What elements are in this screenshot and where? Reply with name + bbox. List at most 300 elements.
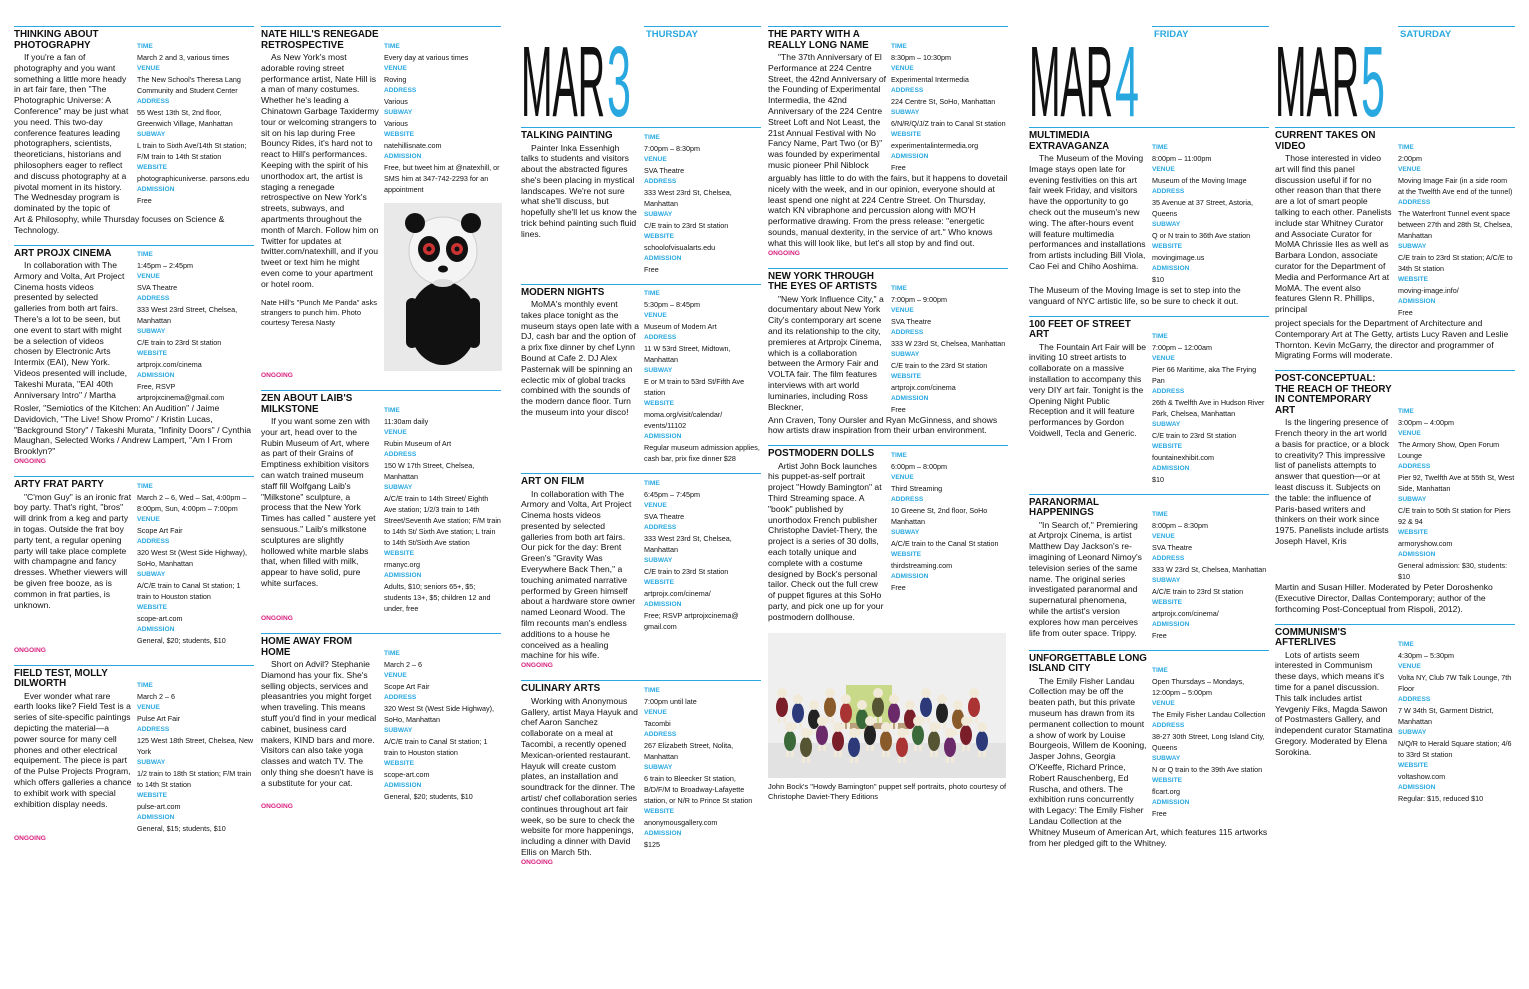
info-label-website: WEBSITE: [1152, 243, 1183, 250]
info-label-admission: ADMISSION: [891, 153, 929, 160]
info-label-time: TIME: [644, 686, 660, 694]
event-listing: [1275, 370, 1515, 614]
info-label-address: ADDRESS: [644, 730, 677, 738]
event-main: [261, 407, 501, 614]
event-description-continued: Martin and Susan Hiller. Moderated by Peter Doroshenko (Executive Director, Dallas Contemporary; author of the forthcoming Post-Conceptual from Rispoli, 2012).: [1275, 582, 1493, 614]
info-label-subway: SUBWAY: [891, 350, 920, 358]
info-label-subway: SUBWAY: [644, 367, 673, 374]
event-listing: [521, 473, 761, 671]
photo-caption: John Bock's "Howdy Bamington" puppet self portraits, photo courtesy of Christophe Daviet-Thery Editions: [768, 781, 1007, 801]
event-description: Ever wonder what rare earth looks like? Field Test is a series of site-specific paintings depicting the material—a power source for many cell phones and other electrical equipement. The piece is part of the Pulse Projects Program, which offers galleries a chance to exhibit work with special exhibition display needs.: [14, 690, 132, 809]
info-value-time: 3:00pm – 4:00pm: [1398, 418, 1454, 428]
event-main: [768, 43, 1008, 173]
ongoing-tag: ONGOING: [14, 646, 46, 654]
ongoing-tag: ONGOING: [521, 662, 553, 670]
date-header-numerals: [1275, 26, 1385, 121]
event-description: Painter Inka Essenhigh talks to students and visitors about the abstracted figures she's been placing in mystical landscapes. We're not sure what she'll discuss, but hopefully she'll let us know the trick behind painting such fluid lines.: [521, 142, 637, 239]
info-value-venue: Pier 66 Maritime, aka The Frying Pan: [1152, 364, 1257, 385]
event-info: [1152, 331, 1269, 485]
info-label-admission: ADMISSION: [891, 572, 929, 580]
info-label-time: TIME: [1398, 144, 1414, 151]
info-label-venue: VENUE: [137, 703, 160, 711]
info-label-website: WEBSITE: [1398, 276, 1429, 283]
photo-caption: Nate Hill's "Punch Me Panda" asks strangers to punch him. Photo courtesy Teresa Nasty: [261, 297, 377, 327]
ongoing-tag: ONGOING: [14, 458, 46, 466]
info-value-venue: SVA Theatre: [137, 283, 178, 293]
event-listing: [521, 680, 761, 867]
info-label-subway: SUBWAY: [644, 210, 673, 218]
info-value-address: 320 West St (West Side Highway), SoHo, Manhattan: [137, 547, 247, 568]
event-listing: [1275, 624, 1515, 804]
info-label-website: WEBSITE: [384, 131, 415, 138]
info-value-address: The Waterfront Tunnel event space between 27th and 28th St, Chelsea, Manhattan: [1398, 209, 1513, 240]
info-value-website[interactable]: artprojx.com/cinema/: [644, 588, 711, 598]
event-description: MoMA's monthly event takes place tonight as the museum stays open late with a DJ, cash bar and the option of a prix fixe dinner by chef Lynn Bound at Cafe 2. DJ Alex Pasternak will be spinning an eclectic mix of global tracks combined with the sounds of the modern dance floor. Turn the museum into your disco!: [521, 299, 639, 417]
info-value-website[interactable]: fountainexhibit.com: [1152, 452, 1214, 462]
info-value-time: 7:00pm until late: [644, 696, 697, 706]
column-3: [521, 26, 761, 877]
event-listing: [261, 26, 501, 381]
info-value-address: 333 West 23rd St, Chelsea, Manhattan: [644, 187, 732, 208]
info-label-subway: SUBWAY: [644, 556, 673, 564]
date-number: 3: [607, 26, 631, 121]
info-value-website[interactable]: schoolofvisualarts.edu: [644, 242, 716, 252]
info-value-venue: SVA Theatre: [644, 511, 685, 521]
info-label-address: ADDRESS: [1152, 554, 1185, 562]
event-info: [1398, 142, 1515, 318]
event-info: [384, 405, 501, 614]
event-main: [1275, 144, 1515, 318]
info-value-address: 7 W 34th St, Garment District, Manhattan: [1398, 705, 1494, 726]
info-label-venue: VENUE: [384, 429, 407, 436]
info-label-website: WEBSITE: [1398, 761, 1429, 769]
info-label-time: TIME: [1398, 640, 1414, 648]
info-label-admission: ADMISSION: [137, 372, 175, 380]
info-value-venue: The Emily Fisher Landau Collection: [1152, 709, 1266, 719]
info-value-time: 7:00pm – 8:30pm: [644, 143, 700, 153]
column-1: [14, 26, 254, 853]
event-info: [1398, 639, 1515, 804]
info-value-subway: A/C/E train to Canal St station; 1 train to Houston station: [384, 737, 488, 757]
event-listing: [1029, 650, 1269, 849]
info-value-time: 2:00pm: [1398, 154, 1422, 163]
info-value-admission: Regular: $15, reduced $10: [1398, 793, 1484, 803]
info-label-subway: SUBWAY: [1398, 243, 1427, 250]
event-info: [137, 680, 254, 834]
info-label-time: TIME: [644, 479, 660, 487]
info-value-website[interactable]: armoryshow.com: [1398, 539, 1453, 549]
info-value-admission: $125: [644, 839, 660, 849]
info-label-venue: VENUE: [891, 306, 914, 314]
info-label-admission: ADMISSION: [137, 186, 175, 193]
event-title: MULTIMEDIA EXTRAVAGANZA: [1029, 130, 1110, 152]
date-header: [1029, 26, 1269, 127]
info-label-time: TIME: [137, 482, 153, 490]
info-value-website[interactable]: flcart.org: [1152, 786, 1180, 796]
event-title: 100 FEET OF STREET ART: [1029, 318, 1131, 341]
event-main: [1275, 640, 1515, 804]
info-value-venue: The New School's Theresa Lang Community and Student Center: [137, 75, 241, 95]
info-value-website[interactable]: artprojx.com/cinema: [891, 382, 956, 392]
info-label-venue: VENUE: [1152, 532, 1175, 540]
info-value-website[interactable]: pulse-art.com: [137, 801, 181, 811]
event-description: Artist John Bock launches his puppet-as-self portrait project "Howdy Bamington" at Third Streaming space. A "book" published by unorthodox French publisher Christophe Daviet-Thery, the project is a series of 30 dolls, each totally unique and complete with a costume designed by Bock's personal tailor. Check out the full crew of puppet figures at this SoHo party, and pick one up for your postmodern dollhouse.: [768, 460, 884, 622]
event-title: POSTMODERN DOLLS: [768, 448, 875, 460]
event-main: [1029, 144, 1269, 285]
event-left: [1029, 520, 1147, 641]
info-value-website[interactable]: artprojx.com/cinema: [137, 360, 202, 370]
event-description: As New York's most adorable roving street performance artist, Nate Hill is a man of many costumes. Whether he's leading a Chinatown Garbage Taxidermy tour or welcoming strangers to sit on his lap during Free Bouncy Rides, it's hard not to react to Hill's performances. Keeping with the spirit of his unorthodox art, the artist is staging a renegade retrospective on New York's streets, subways, and apartments throughout the month of March. Follow him on Twitter for updates at twitter.com/natexhill, and if you tweet or text him he might even come to your apartment or hotel room.: [261, 52, 379, 289]
event-listing: [14, 476, 254, 656]
info-value-website[interactable]: anonymousgallery.com: [644, 817, 718, 827]
event-left: [14, 52, 132, 214]
info-label-address: ADDRESS: [644, 334, 677, 341]
info-label-time: TIME: [1398, 408, 1414, 416]
info-label-venue: VENUE: [384, 65, 407, 72]
info-label-venue: VENUE: [1398, 662, 1421, 670]
info-value-venue: The Armory Show, Open Forum Lounge: [1398, 440, 1500, 461]
panda-costume-photo: [384, 203, 502, 371]
event-main: [14, 251, 254, 403]
info-value-venue: SVA Theatre: [1152, 542, 1193, 552]
info-label-address: ADDRESS: [384, 694, 417, 701]
info-value-admission: Free: [137, 196, 152, 205]
info-value-website[interactable]: moma.org/visit/calendar/ events/11102: [644, 410, 723, 430]
info-value-venue: Roving: [384, 75, 407, 84]
info-value-subway: A/C/E train to 14th Street/ Eighth Ave station; 1/2/3 train to 14th Street/Seventh Ave station; F/M train to 14th St/ Sixth Ave station; L train to 14th St/Sixth Ave station: [384, 494, 501, 547]
info-value-website[interactable]: natehillisnate.com: [384, 141, 442, 150]
ongoing-tag: ONGOING: [261, 803, 293, 810]
info-value-subway: C/E train to 23rd St station; A/C/E to 34th St station: [1398, 253, 1513, 273]
event-description: In collaboration with The Armory and Volta, Art Project Cinema hosts videos presented by selected galleries from both art fairs. There's a lot to be seen, but one event to start with might be a selection of videos chosen by Electronic Arts Intermix (EAI), New York. Videos presented will include, Takeshi Murata, "EAI 40th Anniversary Intro" / Martha: [14, 260, 128, 400]
event-description: If you want some zen with your art, head over to the Rubin Museum of Art, where as part of their Grains of Emptiness exhibition visitors can watch trained museum staff fill Wolfgang Laib's "Milkstone" sculpture, a process that the New York Times has called " austere yet sensuous." Laib's milkstone sculptures are slightly hollowed white marble slabs that, when filled with milk, appear to have solid, pure white surfaces.: [261, 416, 376, 588]
info-value-website[interactable]: experimentalintermedia.org: [891, 141, 979, 150]
column-5: [1029, 26, 1269, 857]
date-header-numerals: [1029, 26, 1139, 121]
event-info: [384, 648, 501, 802]
event-left: [768, 52, 886, 173]
info-label-admission: ADMISSION: [644, 829, 682, 837]
info-label-admission: ADMISSION: [384, 782, 422, 789]
info-value-subway: C/E train to 23rd St station: [137, 338, 222, 348]
info-value-admission: Adults, $10; seniors 65+, $5; students 13+, $5; children 12 and under, free: [384, 582, 491, 613]
date-header-rule: [1152, 26, 1269, 27]
event-title: TALKING PAINTING: [521, 130, 613, 141]
info-value-admission: Free: [891, 582, 906, 592]
info-value-website[interactable]: thirdstreaming.com: [891, 560, 953, 570]
event-left: [1029, 676, 1147, 827]
event-main: [14, 43, 254, 214]
info-value-time: 5:30pm – 8:45pm: [644, 300, 700, 309]
event-title: POST-CONCEPTUAL: THE REACH OF THEORY IN CONTEMPORARY ART: [1275, 373, 1392, 416]
info-value-website[interactable]: photographicuniverse. parsons.edu: [137, 174, 250, 183]
info-label-subway: SUBWAY: [137, 328, 166, 336]
info-value-website[interactable]: artprojx.com/cinema/: [1152, 608, 1219, 618]
event-description-continued: The Museum of the Moving Image is set to step into the vanguard of NYC artistic life, so be sure to check it out.: [1029, 285, 1241, 306]
event-left: [14, 691, 132, 834]
info-label-address: ADDRESS: [1398, 695, 1431, 703]
info-value-admission: Free: [891, 163, 906, 172]
event-title: ART ON FILM: [521, 476, 585, 487]
info-label-address: ADDRESS: [644, 523, 677, 531]
event-main: [261, 43, 501, 371]
info-label-admission: ADMISSION: [137, 625, 175, 633]
info-label-subway: SUBWAY: [1152, 221, 1181, 228]
info-label-venue: VENUE: [891, 65, 914, 72]
event-description: Working with Anonymous Gallery, artist Maya Hayuk and chef Aaron Sanchez collaborate on a meal at Tacombi, a recently opened Mexican-oriented restaurant. Hayuk will create custom plates, an installation and soundtrack for the dinner. The artist/ chef collaboration series continues throughout art fair week, so be sure to check the website for more happenings, including a dinner with David Ellis on March 5th.: [521, 695, 638, 857]
event-left: [261, 659, 379, 802]
info-label-time: TIME: [644, 290, 660, 297]
info-value-address: 26th & Twelfth Ave in Hudson River Park, Chelsea, Manhattan: [1152, 397, 1265, 418]
info-value-admission: General, $20; students, $10: [137, 635, 226, 645]
ongoing-tag: ONGOING: [14, 834, 46, 842]
event-info: [891, 450, 1008, 623]
info-value-address: 267 Elizabeth Street, Nolita, Manhattan: [644, 740, 734, 761]
event-description-continued: arguably has little to do with the fairs, but it happens to dovetail nicely with the week, and in our opinion, everyone should at least spend one night at 224 Centre Street. On Thursday, watch KN vibraphone and percussion along with MO'H performative drawing. From the press release: "energetic sounds, manual dexterity, in the service of art." Who knows what this will look like, but let's all stop by and find out.: [768, 173, 1008, 248]
date-month: MAR: [521, 26, 605, 121]
date-month: MAR: [1275, 26, 1359, 121]
info-value-admission: Free: [1152, 630, 1167, 640]
event-info: [891, 41, 1008, 173]
info-label-subway: SUBWAY: [1398, 728, 1427, 736]
info-value-website[interactable]: moving-image.info/: [1398, 286, 1459, 295]
event-main: [1029, 332, 1269, 485]
info-label-address: ADDRESS: [137, 295, 170, 303]
info-label-subway: SUBWAY: [1398, 496, 1427, 504]
event-description: "The 37th Anniversary of El Performance at 224 Centre Street, the 42nd Anniversary of the Founding of Experimental Intermedia, the 42nd Anniversary of the 224 Centre Street Loft and Not Least, the 21st Annual Festival with No Fancy Name, Part Two (or B)" was founded by experimental music pioneer Phil Niblock: [768, 52, 886, 170]
info-value-address: 35 Avenue at 37 Street, Astoria, Queens: [1152, 198, 1253, 218]
info-label-venue: VENUE: [1152, 166, 1175, 173]
info-value-time: 4:30pm – 5:30pm: [1398, 650, 1454, 660]
info-label-website: WEBSITE: [891, 131, 922, 138]
date-weekday: FRIDAY: [1154, 29, 1189, 40]
info-value-subway: Various: [384, 119, 408, 128]
info-value-subway: Q or N train to 36th Ave station: [1152, 231, 1251, 240]
info-label-subway: SUBWAY: [891, 528, 920, 536]
event-info: [137, 41, 254, 214]
info-value-time: 1:45pm – 2:45pm: [137, 261, 193, 271]
info-value-address: 38-27 30th Street, Long Island City, Queens: [1152, 731, 1265, 752]
info-label-venue: VENUE: [644, 155, 667, 163]
info-label-admission: ADMISSION: [644, 254, 682, 262]
event-description-continued: Ann Craven, Tony Oursler and Ryan McGinness, and shows how artists draw inspiration from their urban environment.: [768, 414, 998, 436]
event-title: NATE HILL'S RENEGADE RETROSPECTIVE: [261, 29, 379, 51]
info-value-subway: 6 train to Bleecker St station, B/D/F/M to Broadway-Lafayette station, or N/R to Prince St station: [644, 773, 753, 805]
event-description: The Museum of the Moving Image stays open late for evening festivities on this art fair week Friday, and visitors have the opportunity to go check out the museum's new wing. The after-hours event will feature multimedia performances and installations from artists including Bill Viola, Cao Fei and Chiho Aoshima.: [1029, 153, 1146, 271]
puppet-dolls-photo: [768, 633, 1006, 778]
info-value-admission: $10: [1152, 275, 1164, 284]
event-main: [768, 284, 1008, 415]
info-label-admission: ADMISSION: [1398, 551, 1436, 559]
info-label-address: ADDRESS: [137, 725, 170, 733]
date-header-rule: [1398, 26, 1515, 27]
info-value-website[interactable]: movingimage.us: [1152, 253, 1205, 262]
info-value-admission: General, $20; students, $10: [384, 792, 473, 801]
event-main: [1275, 408, 1515, 582]
info-value-admission: General, $15; students, $10: [137, 823, 226, 833]
info-value-website[interactable]: voltashow.com: [1398, 771, 1446, 781]
info-value-website[interactable]: rmanyc.org: [384, 560, 420, 569]
info-value-website[interactable]: scope-art.com: [137, 613, 183, 623]
column-6: [1275, 26, 1515, 813]
info-label-time: TIME: [891, 451, 907, 459]
event-listing: [1029, 127, 1269, 307]
info-value-website[interactable]: scope-art.com: [384, 770, 430, 779]
info-value-time: 11:30am daily: [384, 417, 429, 426]
info-label-website: WEBSITE: [137, 603, 168, 611]
info-value-subway: N or Q train to the 39th Ave station: [1152, 764, 1263, 774]
info-label-admission: ADMISSION: [1152, 620, 1190, 628]
info-label-admission: ADMISSION: [644, 600, 682, 608]
event-left: [521, 696, 639, 858]
info-value-subway: C/E train to 23rd St station: [644, 566, 729, 576]
event-description: "In Search of," Premiering at Artprojx Cinema, is artist Matthew Day Jackson's re-imagining of Leonard Nimoy's television series of the same name. The original series investigated paranormal and supernatural phenomena, while the artist's version explores how man perceives life from outer space. Trippy.: [1029, 519, 1142, 638]
info-label-website: WEBSITE: [384, 550, 415, 557]
event-listing: [768, 268, 1008, 437]
info-value-subway: A/C/E train to the Canal St station: [891, 538, 999, 548]
info-label-admission: ADMISSION: [1152, 464, 1190, 472]
column-4: [768, 26, 1008, 811]
info-value-venue: Moving Image Fair (in a side room at the Twelfth Ave end of the tunnel): [1398, 176, 1513, 196]
info-value-venue: Museum of the Moving Image: [1152, 176, 1247, 185]
date-header-rule: [644, 26, 761, 27]
event-listing: [14, 665, 254, 844]
info-value-address: Various: [384, 97, 408, 106]
info-label-website: WEBSITE: [891, 550, 922, 558]
info-label-subway: SUBWAY: [1152, 420, 1181, 428]
info-label-address: ADDRESS: [891, 495, 924, 503]
date-month: MAR: [1029, 26, 1113, 121]
info-value-subway: C/E train to the 23rd St station: [891, 360, 988, 370]
event-description-continued: Art & Philosophy, while Thursday focuses on Science & Technology.: [14, 213, 225, 235]
event-info: [1398, 406, 1515, 582]
event-left: [521, 143, 639, 275]
event-info: [644, 478, 761, 662]
info-value-venue: Tacombi: [644, 718, 671, 728]
info-label-website: WEBSITE: [1152, 442, 1183, 450]
info-label-venue: VENUE: [137, 515, 160, 523]
info-label-website: WEBSITE: [644, 807, 675, 815]
event-description-continued: Whitney Museum of American Art, which features 115 artworks from her pledged gift to the Whitney.: [1029, 826, 1268, 848]
event-listing: [1029, 494, 1269, 641]
event-description: "New York Influence City," a documentary about New York City's contemporary art scene and its relationship to the city, premieres at Artprojx Cinema, which is a collaboration between the Armory Fair and VOLTA fair. The film features interviews with art world luminaries, including Ross Bleckner,: [768, 293, 884, 412]
info-label-website: WEBSITE: [137, 350, 168, 358]
info-value-subway: A/C/E train to 23rd St station: [1152, 586, 1244, 596]
event-title: FIELD TEST, MOLLY DILWORTH: [14, 667, 108, 690]
event-left: [261, 52, 379, 371]
info-label-admission: ADMISSION: [1398, 298, 1436, 305]
info-label-time: TIME: [644, 133, 660, 141]
event-info: [891, 283, 1008, 415]
ongoing-tag: ONGOING: [768, 249, 800, 257]
event-title: CURRENT TAKES ON VIDEO: [1275, 130, 1376, 152]
event-listing: [768, 445, 1008, 801]
event-info: [137, 481, 254, 646]
event-left: [768, 294, 886, 415]
info-value-admission: Free, RSVP artprojxcinema@gmail.com: [137, 382, 225, 403]
info-value-time: March 2 – 6, Wed – Sat, 4:00pm – 8:00pm, Sun, 4:00pm – 7:00pm: [137, 492, 247, 513]
event-title: COMMUNISM'S AFTERLIVES: [1275, 626, 1347, 649]
info-value-address: 333 West 23rd St, Chelsea, Manhattan: [644, 533, 732, 554]
event-title: PARANORMAL HAPPENINGS: [1029, 496, 1099, 519]
event-info: [644, 288, 761, 464]
info-label-website: WEBSITE: [644, 232, 675, 240]
info-label-venue: VENUE: [384, 672, 407, 679]
info-value-subway: E or M train to 53rd St/Fifth Ave station: [644, 377, 745, 397]
event-left: [1275, 650, 1393, 804]
info-label-subway: SUBWAY: [1152, 576, 1181, 584]
info-value-time: 8:00pm – 8:30pm: [1152, 520, 1208, 530]
info-value-address: 125 West 18th Street, Chelsea, New York: [137, 735, 254, 756]
info-label-venue: VENUE: [644, 501, 667, 509]
info-value-time: 7:00pm – 12:00am: [1152, 342, 1212, 352]
info-label-admission: ADMISSION: [1398, 783, 1436, 791]
info-value-address: 11 W 53rd Street, Midtown, Manhattan: [644, 344, 731, 364]
event-info: [1152, 509, 1269, 641]
event-listing: [261, 390, 501, 624]
info-label-venue: VENUE: [137, 65, 160, 72]
event-info: [1152, 665, 1269, 827]
event-listing: [14, 26, 254, 236]
info-label-time: TIME: [137, 251, 153, 259]
info-value-admission: General admission: $30, students: $10: [1398, 561, 1508, 582]
event-listing: [768, 26, 1008, 259]
info-value-admission: Free: [1152, 808, 1167, 818]
event-listing: [14, 245, 254, 467]
info-value-time: March 2 – 6: [137, 691, 175, 701]
info-value-address: 333 W 23rd St, Chelsea, Manhattan: [1152, 564, 1267, 574]
info-value-admission: $10: [1152, 474, 1164, 484]
event-title: ART PROJX CINEMA: [14, 247, 112, 259]
info-label-venue: VENUE: [1398, 166, 1421, 173]
info-value-admission: Free, but tweet him at @natexhill, or SMS him at 347-742-2293 for an appointment: [384, 163, 500, 194]
info-label-subway: SUBWAY: [137, 570, 166, 578]
info-label-time: TIME: [1152, 510, 1168, 518]
info-label-address: ADDRESS: [1152, 721, 1185, 729]
date-number: 5: [1361, 26, 1385, 121]
info-value-admission: Free; RSVP artprojxcinema@ gmail.com: [644, 610, 739, 631]
info-value-subway: C/E train to 23rd St station: [644, 220, 729, 230]
info-label-venue: VENUE: [1398, 430, 1421, 438]
info-label-subway: SUBWAY: [137, 758, 166, 766]
info-label-admission: ADMISSION: [1152, 798, 1190, 806]
info-value-admission: Free: [891, 404, 906, 414]
event-title: UNFORGETTABLE LONG ISLAND CITY: [1029, 652, 1147, 675]
info-label-time: TIME: [1152, 666, 1168, 674]
event-info: [644, 685, 761, 858]
info-label-address: ADDRESS: [891, 328, 924, 336]
photo-dolls: [768, 633, 1006, 778]
info-label-time: TIME: [1152, 332, 1168, 340]
info-label-admission: ADMISSION: [137, 813, 175, 821]
info-value-address: 10 Greene St, 2nd floor, SoHo Manhattan: [891, 505, 988, 526]
info-label-subway: SUBWAY: [384, 484, 413, 491]
column-2: [261, 26, 501, 821]
event-description: The Emily Fisher Landau Collection may be off the beaten path, but this private museum has drawn from its permanent collection to mount a show of work by Louise Bourgeois, Willem de Kooning, Jasper Johns, Georgia O'Keeffe, Richard Prince, Robert Rauschenberg, Ed Ruscha, and others. The exhibition runs concurrently with Legacy: The Emily Fisher Landau Collection at the: [1029, 675, 1147, 826]
info-label-website: WEBSITE: [644, 400, 675, 407]
info-value-address: 333 West 23rd Street, Chelsea, Manhattan: [137, 305, 238, 326]
info-label-address: ADDRESS: [137, 537, 170, 545]
info-value-venue: SVA Theatre: [891, 316, 932, 326]
date-header: [521, 26, 761, 127]
info-label-website: WEBSITE: [1398, 529, 1429, 537]
date-number: 4: [1115, 26, 1139, 121]
date-header-numerals: [521, 26, 631, 121]
info-label-subway: SUBWAY: [644, 763, 673, 771]
info-label-time: TIME: [891, 284, 907, 292]
info-value-subway: A/C/E train to Canal St station; 1 train to Houston station: [137, 580, 241, 601]
event-description: Those interested in video art will find this panel discussion useful if for no other reason than that there are a lot of smart people talking to each other. Panelists include star Whitney Curator and Associate Curator for MoMA Chrissie Iles as well as Barbara London, associate curator for the Department of Media and Performance Art at MoMA. The event also features Glenn R. Phillips, principal: [1275, 153, 1392, 315]
